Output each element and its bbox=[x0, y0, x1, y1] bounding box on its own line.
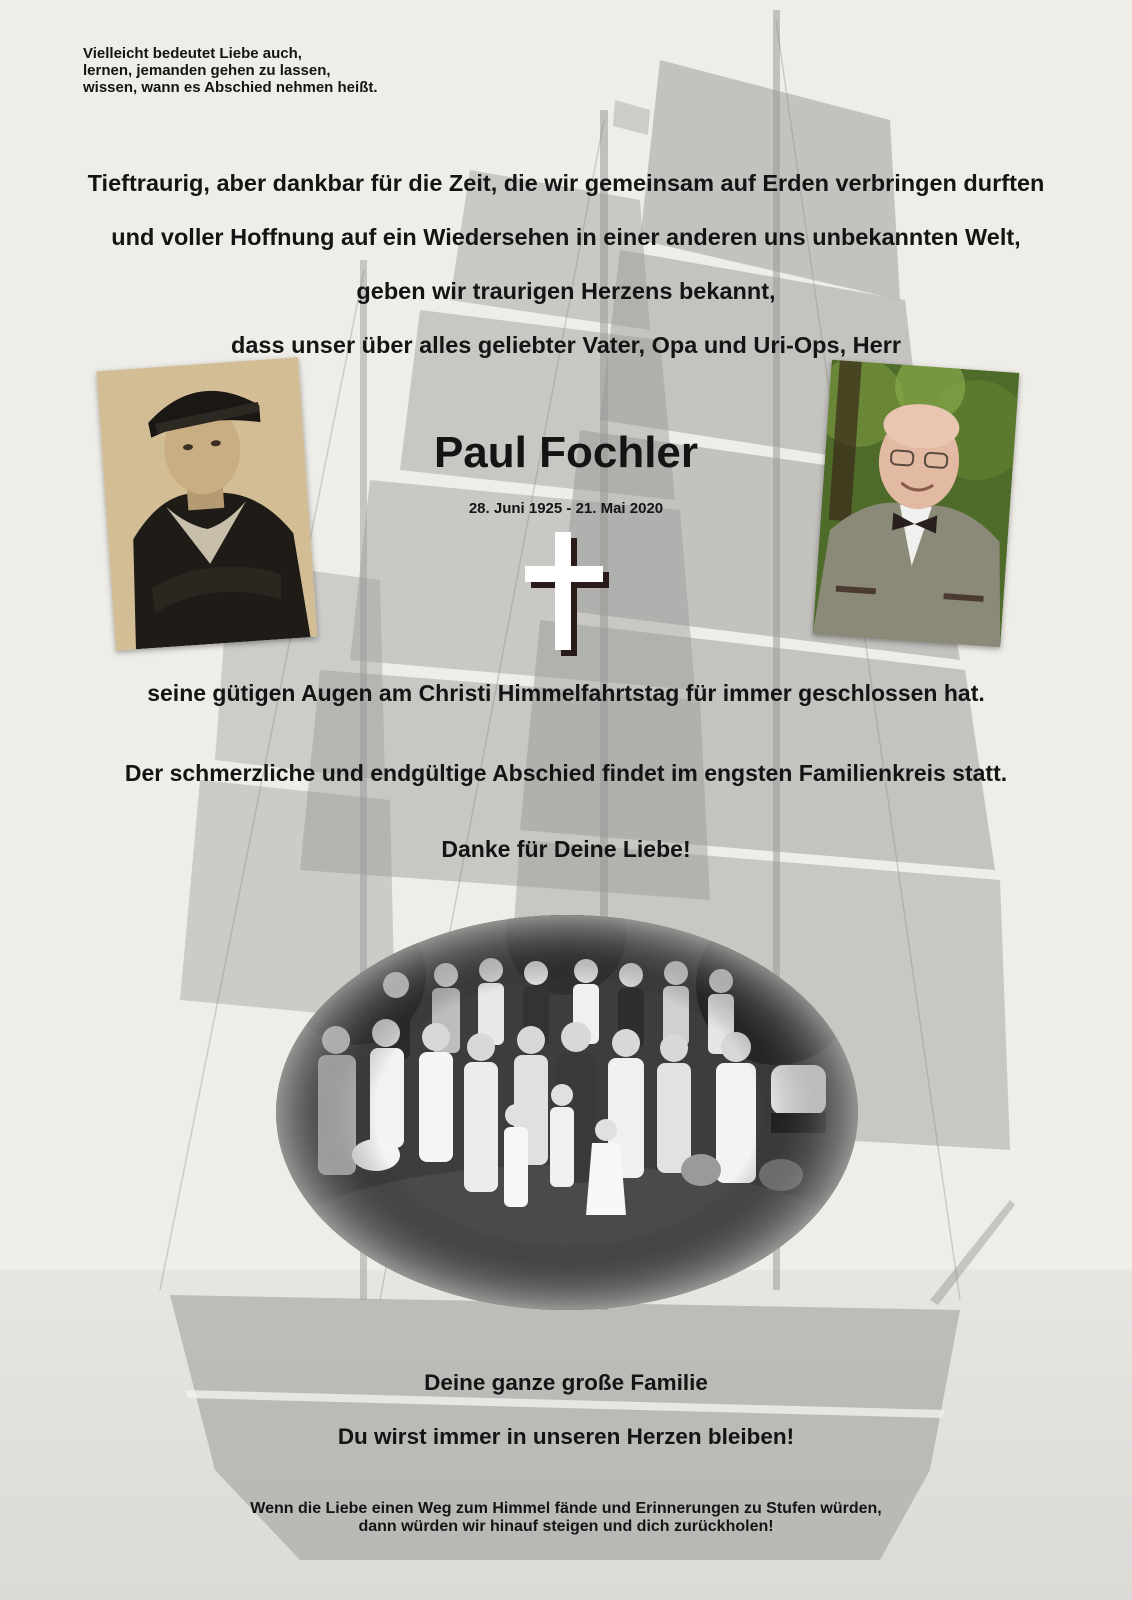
closing-line: Du wirst immer in unseren Herzen bleiben! bbox=[337, 1424, 795, 1449]
family-signature: Deine ganze große Familie bbox=[424, 1370, 708, 1395]
body-line: seine gütigen Augen am Christi Himmelfahrtstag für immer geschlossen hat. bbox=[147, 680, 985, 706]
cross-icon bbox=[525, 532, 609, 656]
thanks-line: Danke für Deine Liebe! bbox=[441, 836, 691, 862]
opening-quote-line: lernen, jemanden gehen zu lassen, bbox=[83, 62, 331, 79]
intro-line: und voller Hoffnung auf ein Wiedersehen in einer anderen uns unbekannten Welt, bbox=[111, 224, 1021, 250]
closing-quote bbox=[0, 1500, 1132, 1536]
life-dates: 28. Juni 1925 - 21. Mai 2020 bbox=[468, 500, 664, 517]
body-line: Der schmerzliche und endgültige Abschied findet im engsten Familienkreis statt. bbox=[124, 760, 1008, 786]
closing-quote-line: dann würden wir hinauf steigen und dich zurückholen! bbox=[358, 1518, 774, 1535]
intro-line: geben wir traurigen Herzens bekannt, bbox=[356, 278, 776, 304]
intro-line: dass unser über alles geliebter Vater, Opa und Uri-Ops, Herr bbox=[231, 332, 901, 358]
family-group-photo bbox=[276, 915, 858, 1310]
closing-quote-line: Wenn die Liebe einen Weg zum Himmel fände und Erinnerungen zu Stufen würden, bbox=[250, 1500, 882, 1517]
deceased-name: Paul Fochler bbox=[433, 428, 699, 477]
intro-line: Tieftraurig, aber dankbar für die Zeit, die wir gemeinsam auf Erden verbringen durften bbox=[87, 170, 1045, 196]
opening-quote-line: Vielleicht bedeutet Liebe auch, bbox=[83, 45, 302, 62]
opening-quote bbox=[83, 45, 503, 96]
opening-quote-line: wissen, wann es Abschied nehmen heißt. bbox=[83, 79, 378, 96]
